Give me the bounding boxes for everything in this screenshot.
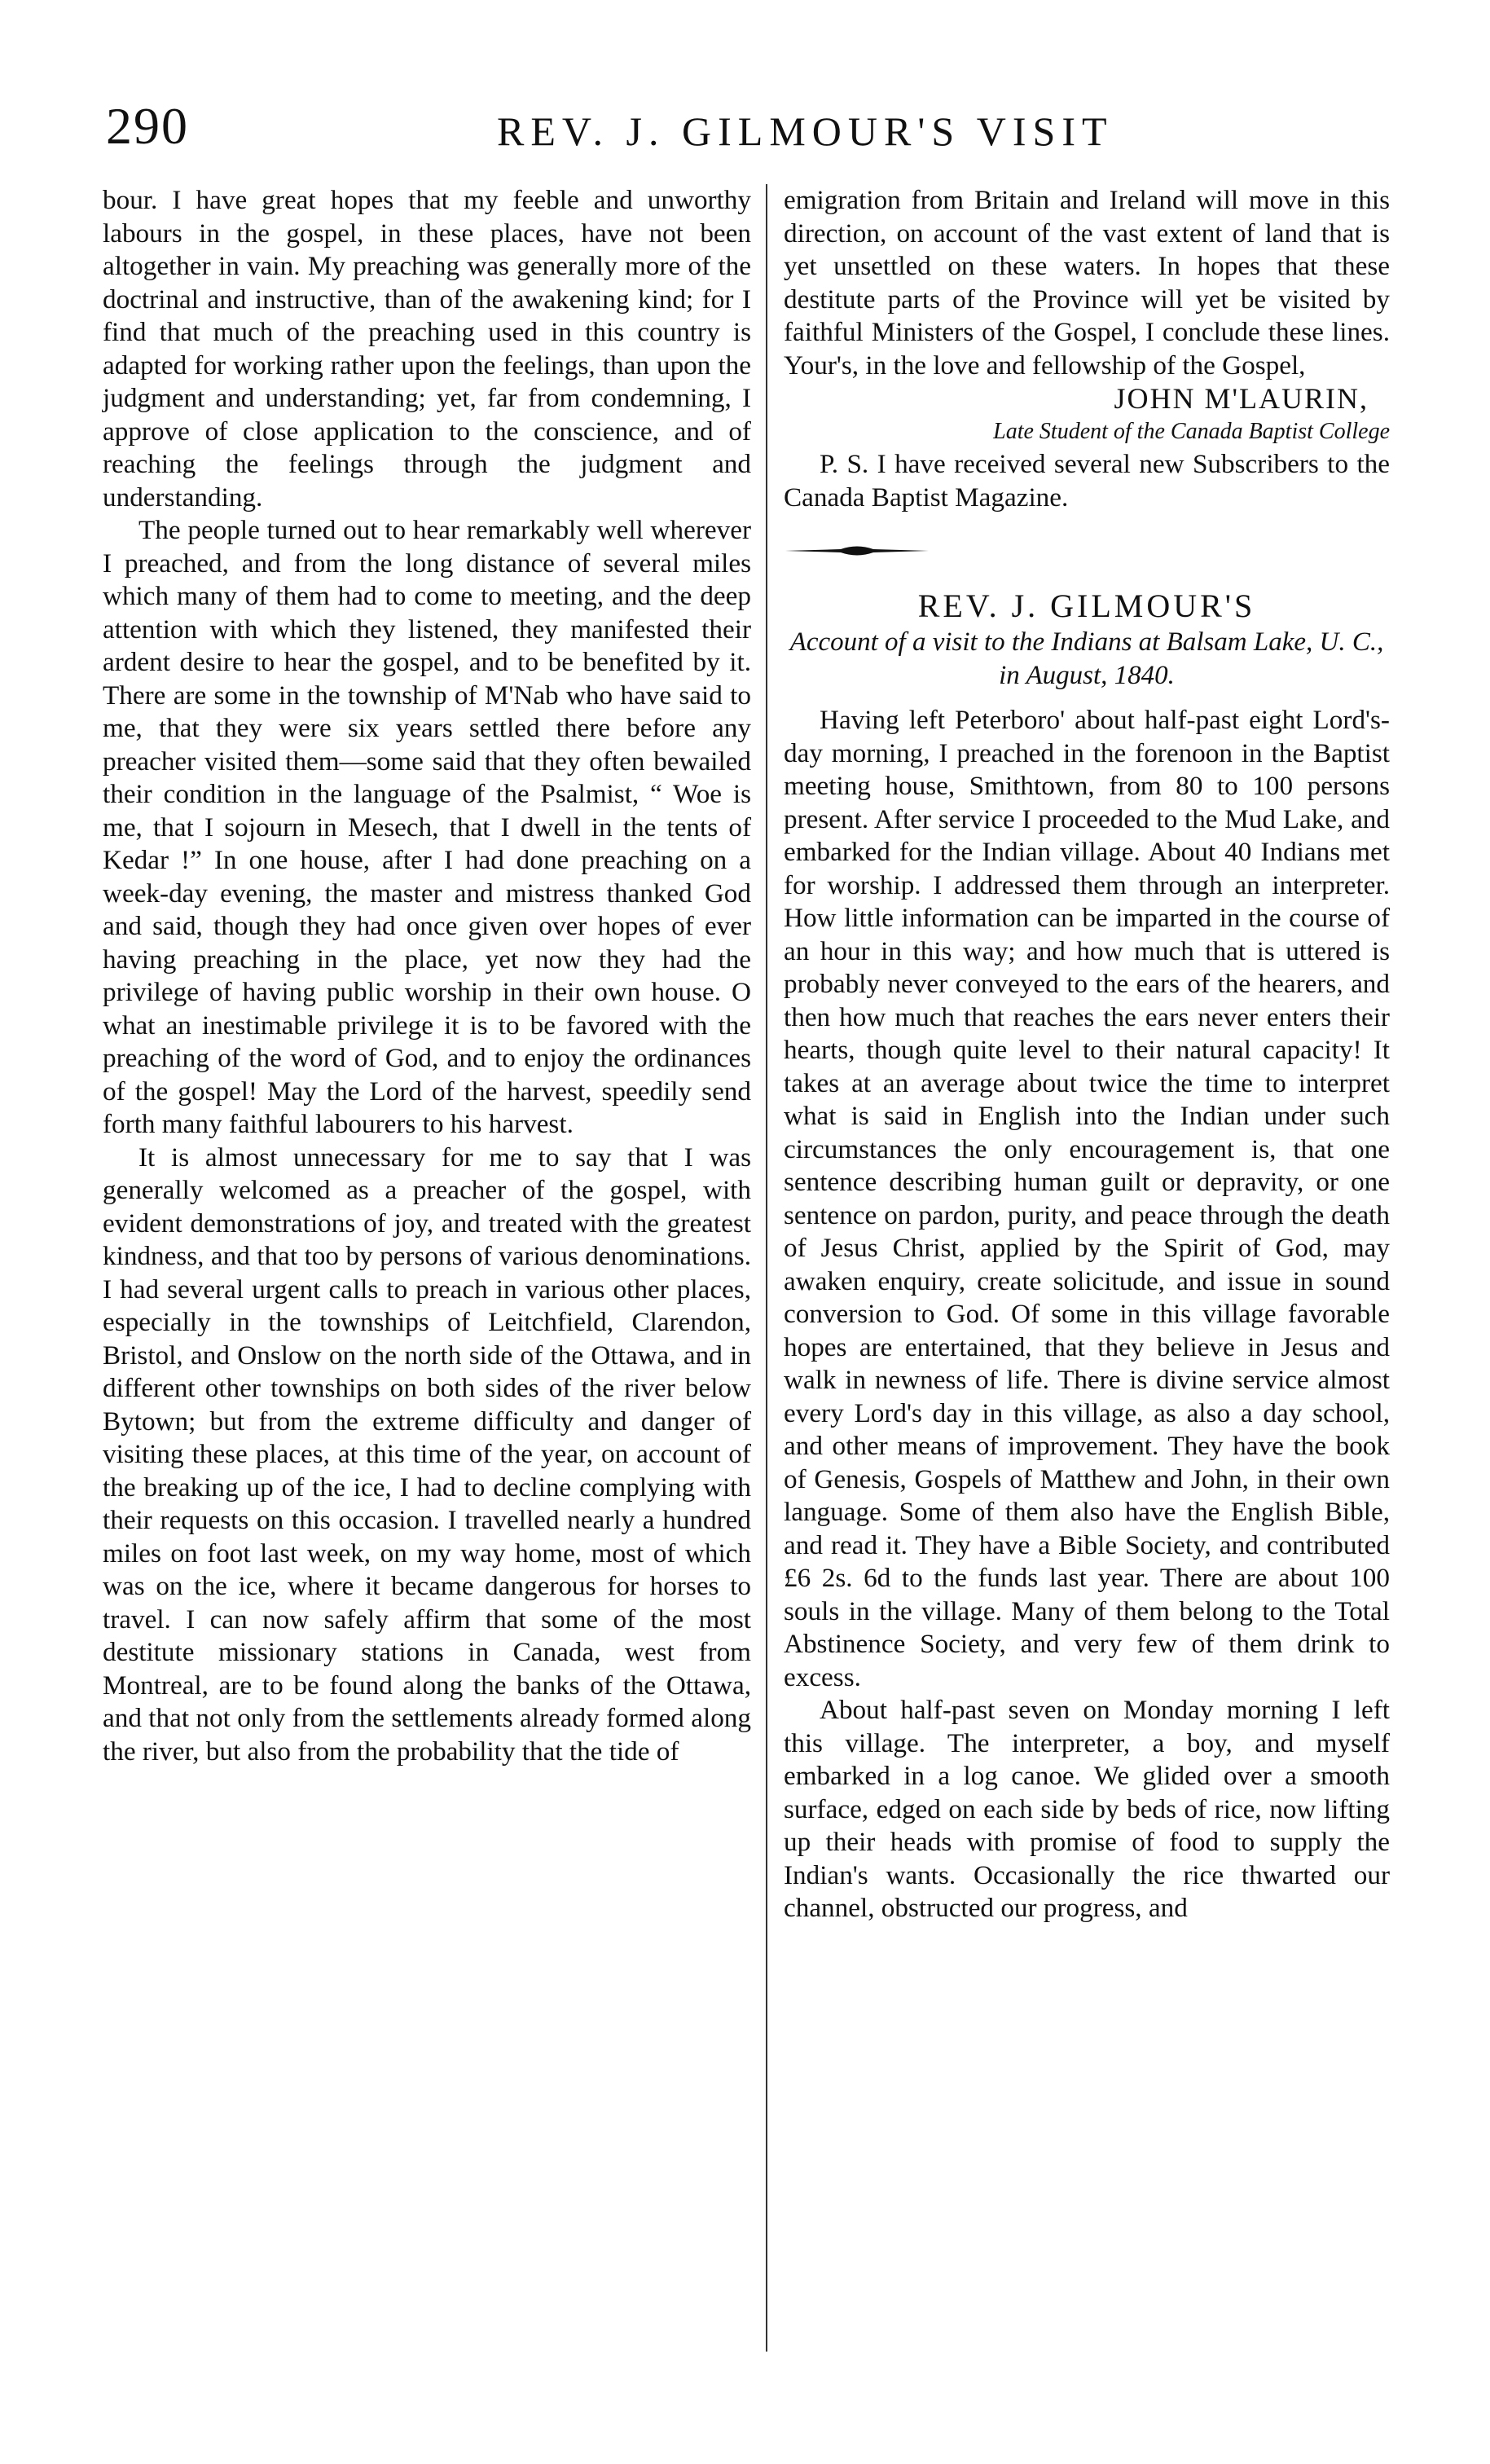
section-subtitle: Account of a visit to the Indians at Balsam Lake, U. C., in August, 1840.	[789, 627, 1384, 690]
body-paragraph: bour. I have great hopes that my feeble and unworthy labours in the gospel, in these places, have not been altogether in vain. My preaching was generally more of the doctrinal and instructive, than of the awakening kind; for I find that much of the preaching used in this country is adapted for working rather upon the feelings, than upon the judgment and understanding; yet, far from condemning, I approve of close application to the conscience, and of reaching the feelings through the judgment and understanding.	[103, 185, 751, 513]
column-divider	[766, 184, 767, 2352]
section-divider-ornament	[784, 542, 930, 560]
page-number: 290	[106, 97, 189, 155]
body-paragraph: It is almost unnecessary for me to say that I was generally welcomed as a preacher of the gospel, with evident demonstrations of joy, and treated with the greatest kindness, and that too by persons of various denominations. I had several urgent calls to preach in various other places, especially in the townships of Leitchfield, Clarendon, Bristol, and Onslow on the north side of the Ottawa, and in different other townships on both sides of the river below Bytown; but from the extreme difficulty and danger of visiting these places, at this time of the year, on account of the breaking up of the ice, I had to decline complying with their requests on this occasion. I travelled nearly a hundred miles on foot last week, on my way home, most of which was on the ice, where it became dangerous for horses to travel. I can now safely affirm that some of the most destitute missionary stations in Canada, west from Montreal, are to be found along the banks of the Ottawa, and that not only from the settlements already formed along the river, but also from the probability that the tide of	[103, 1142, 751, 1767]
running-head: REV. J. GILMOUR'S VISIT	[497, 108, 1114, 154]
signature: JOHN M'LAURIN,	[1114, 382, 1369, 415]
right-column	[784, 184, 1390, 1925]
body-paragraph: The people turned out to hear remarkably well wherever I preached, and from the long distance of several miles which many of them had to come to meeting, and the deep attention with which they listened, they manifested their ardent desire to hear the gospel, and to be benefited by it. There are some in the township of M'Nab who have said to me, that they were six years settled there before any preacher visited them—some said that they often bewailed their condition in the language of the Psalmist, “ Woe is me, that I sojourn in Mesech, that I dwell in the tents of Kedar !” In one house, after I had done preaching on a week-day evening, the master and mistress thanked God and said, though they had once given over hopes of ever having preaching in the place, yet now they had the privilege of having public worship in their own house. O what an inestimable privilege it is to be favored with the preaching of the word of God, and to enjoy the ordinances of the gospel! May the Lord of the harvest, speedily send forth many faithful labourers to his harvest.	[103, 515, 751, 1139]
body-paragraph: Having left Peterboro' about half-past eight Lord's-day morning, I preached in the forenoon in the Baptist meeting house, Smithtown, from 80 to 100 persons present. After service I proceeded to the Mud Lake, and embarked for the Indian village. About 40 Indians met for worship. I addressed them through an interpreter. How little information can be imparted in the course of an hour in this way; and how much that is uttered is probably never conveyed to the ears of the hearers, and then how much that reaches the ears never enters their hearts, though quite level to their natural capacity! It takes at an average about twice the time to interpret what is said in English into the Indian under such circumstances the only encouragement is, that one sentence describing human guilt or depravity, or one sentence on pardon, purity, and peace through the death of Jesus Christ, applied by the Spirit of God, may awaken enquiry, create solicitude, and issue in sound conversion to God. Of some in this village favorable hopes are entertained, that they believe in Jesus and walk in newness of life. There is divine service almost every Lord's day in this village, as also a day school, and other means of improvement. They have the book of Genesis, Gospels of Matthew and John, in their own language. Some of them also have the English Bible, and read it. They have a Bible Society, and contributed £6 2s. 6d to the funds last year. There are about 100 souls in the village. Many of them belong to the Total Abstinence Society, and very few of them drink to excess.	[784, 705, 1390, 1692]
body-paragraph: About half-past seven on Monday morning I left this village. The interpreter, a boy, and myself embarked in a log canoe. We glided over a smooth surface, edged on each side by beds of rice, now lifting up their heads with promise of food to supply the Indian's wants. Occasionally the rice thwarted our channel, obstructed our progress, and	[784, 1695, 1390, 1923]
signature-affiliation: Late Student of the Canada Baptist College	[993, 418, 1390, 444]
section-title: REV. J. GILMOUR'S	[917, 587, 1256, 624]
letter-closing-paragraph: emigration from Britain and Ireland will move in this direction, on account of the vast extent of land that is yet unsettled on these waters. In hopes that these destitute parts of the Province will yet be visited by faithful Ministers of the Gospel, I conclude these lines. Your's, in the love and fellowship of the Gospel,	[784, 185, 1390, 381]
postscript: P. S. I have received several new Subscribers to the Canada Baptist Magazine.	[784, 449, 1390, 513]
left-column	[103, 184, 751, 1768]
page-header	[106, 96, 1409, 161]
